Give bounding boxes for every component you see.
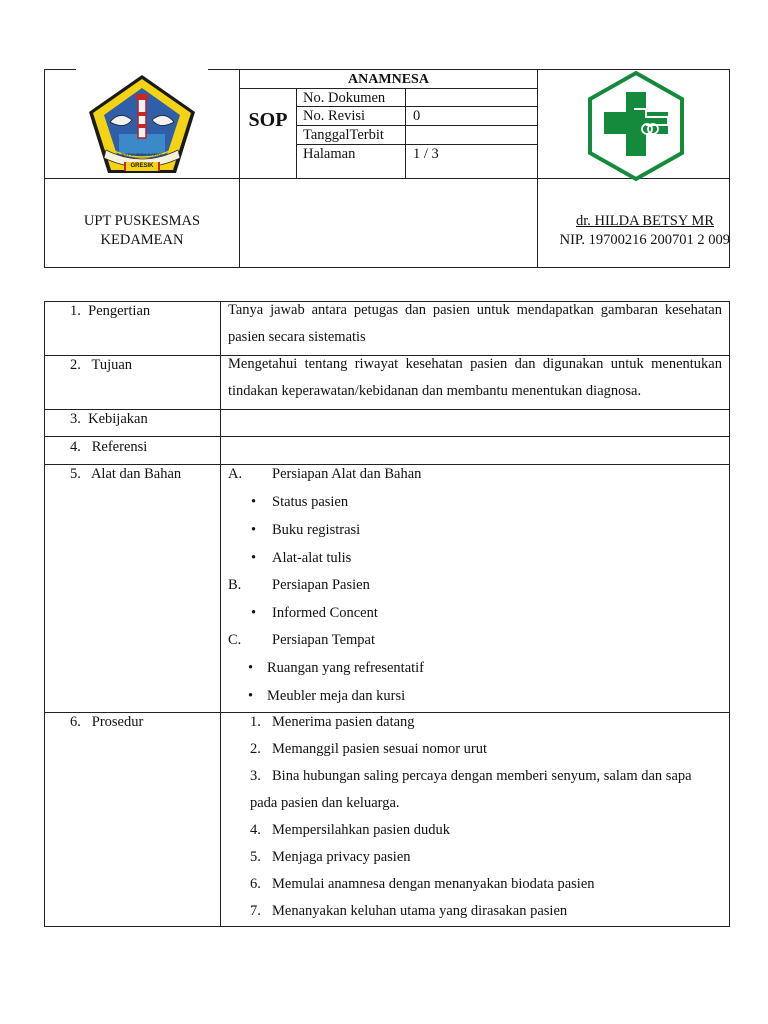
step-number: 4. [250,822,261,838]
signer-nip: NIP. 19700216 200701 2 009 [559,232,730,248]
section-body-tujuan: Mengetahui tentang riwayat kesehatan pasien dan digunakan untuk menentukan tindakan keperawatan/kebidanan dan membantu menentukan diagnosa. [228,356,722,399]
gresik-regency-seal-icon [86,72,198,176]
step-text: Memulai anamnesa dengan menanyakan biodata pasien [272,876,595,892]
bullet-icon: • [251,494,257,510]
list-item: Meubler meja dan kursi [267,688,406,704]
group-letter: C. [228,632,242,648]
bullet-icon: • [248,688,254,704]
section-label-alat-dan-bahan: 5. Alat dan Bahan [70,466,182,482]
field-label-no-dokumen: No. Dokumen [303,90,386,106]
bullet-icon: • [251,550,257,566]
list-item: Ruangan yang refresentatif [267,660,425,676]
document-title: ANAMNESA [348,72,429,87]
list-item: Alat-alat tulis [272,550,352,566]
list-item: Buku registrasi [272,522,361,538]
field-value-no-revisi: 0 [413,108,421,124]
step-text: Mempersilahkan pasien duduk [272,822,450,838]
step-text: Menerima pasien datang [272,714,415,730]
step-text-continuation: pada pasien dan keluarga. [250,795,400,811]
group-title: Persiapan Alat dan Bahan [272,466,422,482]
section-label-prosedur: 6. Prosedur [70,714,144,730]
step-text: Bina hubungan saling percaya dengan memberi senyum, salam dan sapa [272,768,692,784]
section-label-tujuan: 2. Tujuan [70,357,133,373]
field-label-no-revisi: No. Revisi [303,108,366,124]
step-number: 2. [250,741,261,757]
step-number: 5. [250,849,261,865]
group-title: Persiapan Pasien [272,577,370,593]
field-value-halaman: 1 / 3 [413,146,439,162]
field-label-tanggal-terbit: TanggalTerbit [303,127,384,143]
step-number: 3. [250,768,261,784]
section-label-kebijakan: 3. Kebijakan [70,411,148,427]
signer-name: dr. HILDA BETSY MR [575,213,714,229]
list-item: Informed Concent [272,605,378,621]
step-text: Menanyakan keluhan utama yang dirasakan pasien [272,903,568,919]
step-number: 7. [250,903,261,919]
group-title: Persiapan Tempat [272,632,376,648]
section-label-referensi: 4. Referensi [70,439,148,455]
bullet-icon: • [248,660,254,676]
group-letter: B. [228,577,242,593]
group-letter: A. [228,466,243,482]
list-item: Status pasien [272,494,349,510]
seal-gresik-label: GRESIK [130,163,154,169]
step-text: Menjaga privacy pasien [272,849,411,865]
institution-name-line2: KEDAMEAN [100,232,184,248]
step-number: 1. [250,714,261,730]
bullet-icon: • [251,605,257,621]
bullet-icon: • [251,522,257,538]
section-body-pengertian: Tanya jawab antara petugas dan pasien untuk mendapatkan gambaran kesehatan pasien secara sistematis [228,302,722,345]
step-number: 6. [250,876,261,892]
step-text: Memanggil pasien sesuai nomor urut [272,741,488,757]
seal-ribbon-text: SATYA BINA KARYA [121,152,163,157]
field-label-halaman: Halaman [303,146,356,162]
sop-label: SOP [248,109,288,131]
section-label-pengertian: 1. Pengertian [70,303,151,319]
puskesmas-cross-logo-icon [587,70,685,182]
institution-name-line1: UPT PUSKESMAS [83,213,201,229]
